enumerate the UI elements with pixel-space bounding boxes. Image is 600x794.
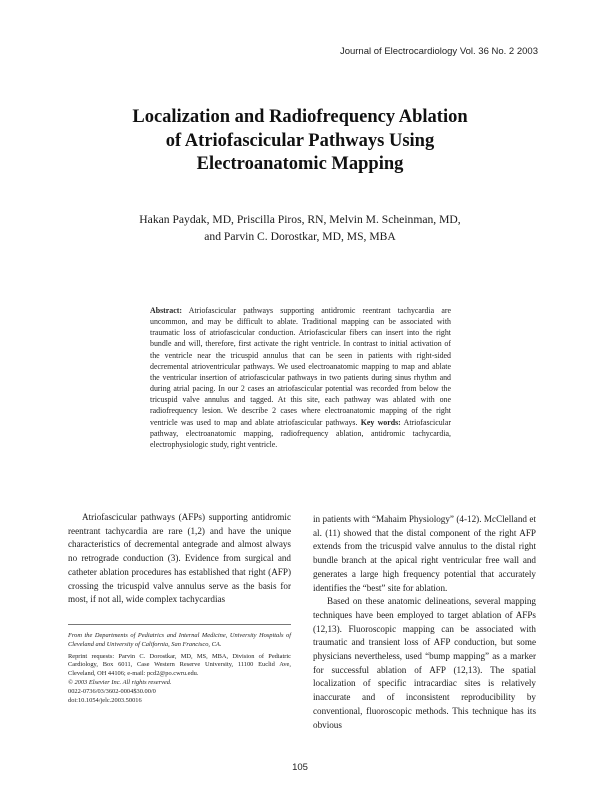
doi-note: doi:10.1054/jelc.2003.50016	[68, 696, 142, 704]
abstract-block	[150, 305, 451, 450]
article-title	[70, 106, 530, 177]
author-line: and Parvin C. Dorostkar, MD, MS, MBA	[204, 230, 396, 243]
affiliation-note: From the Departments of Pediatrics and Internal Medicine, University Hospitals of Cleveland and University of California, San Francisco, CA.	[68, 632, 291, 648]
body-column-left	[68, 511, 291, 607]
reprint-note: Reprint requests: Parvin C. Dorostkar, MD, MS, MBA, Division of Pediatric Cardiology, Box 6011, Case Western Reserve University, 11100 Euclid Ave, Cleveland, OH 44106; e-mail: pcd2@po.cwru.edu.	[68, 652, 291, 678]
abstract-label: Abstract:	[150, 306, 182, 315]
footnote-divider	[68, 624, 291, 625]
journal-header: Journal of Electrocardiology Vol. 36 No. 2 2003	[339, 46, 538, 57]
title-line: Localization and Radiofrequency Ablation	[132, 107, 468, 127]
keywords-label: Key words:	[360, 417, 401, 427]
body-column-right	[313, 513, 536, 732]
body-paragraph: Based on these anatomic delineations, several mapping techniques have been employed to target ablation of AFPs (12,13). Fluoroscopic mapping can be associated with traumatic and transient loss of AFP conduction, but some physicians nevertheless, used “bump mapping” as a marker for successful ablation of AFP (12,13). The spatial localization of specific intracardiac sites is relatively inaccurate and of inconsistent reproducibility by conventional, fluoroscopic methods. This technique has its obvious	[313, 596, 536, 730]
title-line: of Atriofascicular Pathways Using	[165, 130, 435, 151]
author-list	[80, 211, 520, 245]
abstract-text: Atriofascicular pathways supporting antidromic reentrant tachycardia are uncommon, and may be difficult to ablate. Traditional mapping can be associated with traumatic loss of atriofascicular conduction. Atriofascicular fibers can insert into the right bundle and will, therefore, first activate the right ventricle. In contrast to initial activation of the ventricle near the tricuspid annulus that can be seen in patients with right-sided decremental atrioventricular pathways. We used electroanatomic mapping to map and ablate the ventricular insertion of atriofascicular pathways in two patients during sinus rhythm and during atrial pacing. In our 2 cases an atriofascicular potential was recorded from below the tricuspid valve annulus and tagged. At this site, each pathway was ablated with one radiofrequency lesion. We describe 2 cases where electroanatomic mapping of the right ventricle was used to map and ablate atriofascicular pathways.	[150, 306, 451, 427]
keywords-text: Atriofascicular pathway, electroanatomic mapping, radiofrequency ablation, antidromic tachycardia, electrophysiologic study, right ventricle.	[150, 417, 451, 449]
footnotes	[68, 632, 291, 705]
author-line: Hakan Paydak, MD, Priscilla Piros, RN, Melvin M. Scheinman, MD,	[139, 213, 461, 226]
title-line: Electroanatomic Mapping	[196, 154, 404, 174]
body-paragraph: Atriofascicular pathways (AFPs) supporting antidromic reentrant tachycardia are rare (1,2) and have the unique characteristics of decremental antegrade and almost always no retrograde conduction (3). Evidence from surgical and catheter ablation procedures has established that right (AFP) crossing the tricuspid valve annulus serve as the basis for most, if not all, wide complex tachycardias	[68, 512, 291, 605]
issn-note: 0022-0736/03/3602-0004$30.00/0	[68, 687, 156, 695]
page-number: 105	[292, 762, 308, 773]
body-paragraph: in patients with “Mahaim Physiology” (4-12). McClelland et al. (11) showed that the distal component of the right AFP extends from the tricuspid valve annulus to the distal right bundle branch at the apical right ventricular free wall and generates a large high frequency potential that accurately identifies the “best” site for ablation.	[313, 514, 536, 593]
copyright-note: © 2003 Elsevier Inc. All rights reserved.	[68, 678, 172, 686]
